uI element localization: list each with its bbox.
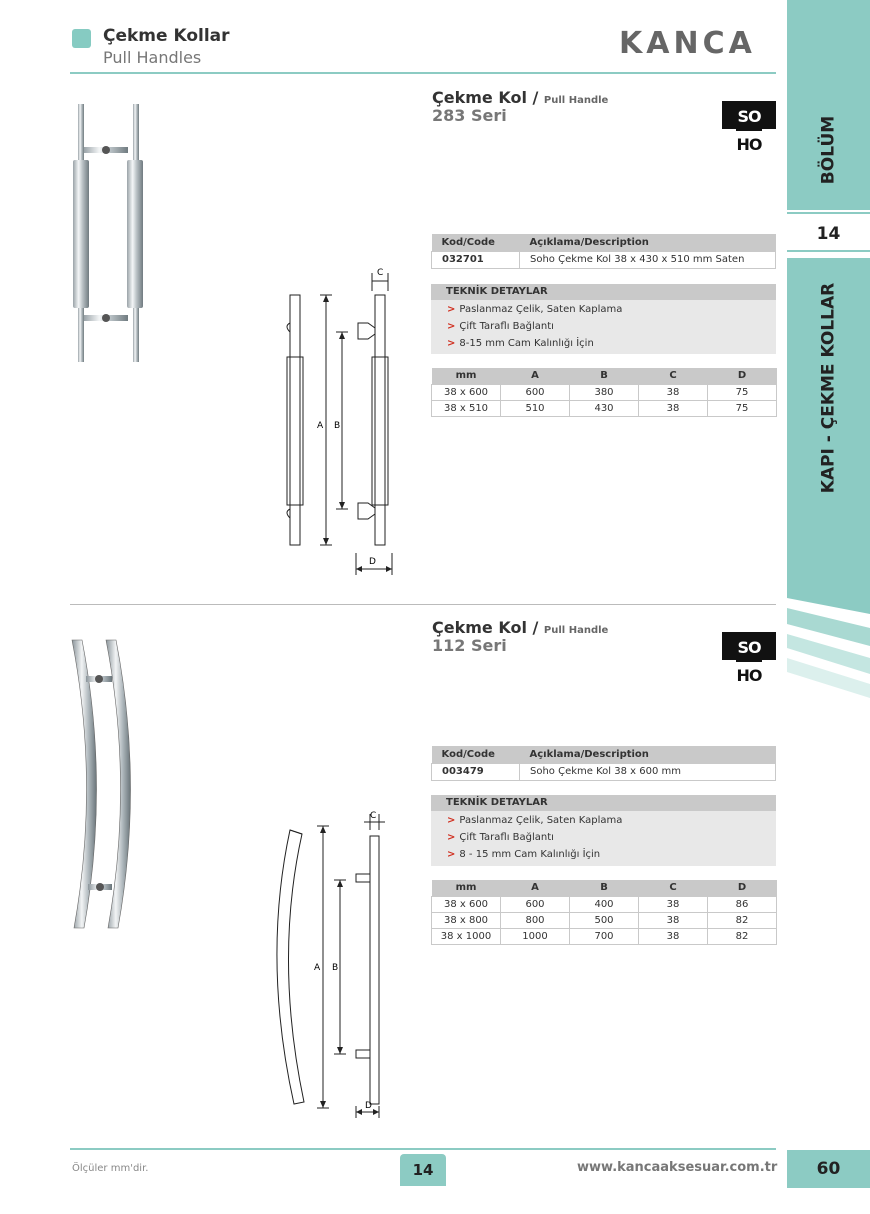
- product-112-series: 112 Seri: [432, 636, 507, 655]
- product-283-series: 283 Seri: [432, 106, 507, 125]
- section-divider: [70, 604, 776, 605]
- footer-note: Ölçüler mm'dir.: [72, 1163, 149, 1174]
- sidebar-category-tab: [787, 258, 870, 586]
- list-item: > Çift Taraflı Bağlantı: [447, 321, 554, 332]
- table-row: 38 x 600 600 400 38 86: [432, 896, 777, 912]
- footer-website-link[interactable]: www.kancaaksesuar.com.tr: [577, 1160, 778, 1175]
- product-283-tech-list: [431, 300, 776, 354]
- list-item: > Paslanmaz Çelik, Saten Kaplama: [447, 815, 623, 826]
- soho-brand-badge: SOHO: [722, 632, 776, 660]
- table-row: 38 x 1000 1000 700 38 82: [432, 928, 777, 944]
- page-title: Çekme Kollar: [103, 26, 230, 46]
- footer-section-number: 14: [400, 1154, 446, 1186]
- footer-rule: [70, 1148, 776, 1150]
- list-item: > 8-15 mm Cam Kalınlığı İçin: [447, 338, 594, 349]
- product-112-tech-list: [431, 811, 776, 866]
- table-row: 38 x 600 600 380 38 75: [432, 384, 777, 400]
- list-item: > Çift Taraflı Bağlantı: [447, 832, 554, 843]
- product-112-dim-table: mm A B C D 38 x 600 600 400 38 86 38 x 800 800 500 38 82 38 x 1000 1000 700 38 82: [431, 880, 777, 945]
- sidebar-section-tab: [787, 0, 870, 210]
- table-row: 38 x 800 800 500 38 82: [432, 912, 777, 928]
- table-row: 003479 Soho Çekme Kol 38 x 600 mm: [432, 763, 776, 780]
- footer-page-number: 60: [787, 1150, 870, 1188]
- table-row: 032701 Soho Çekme Kol 38 x 430 x 510 mm Saten: [432, 251, 776, 268]
- product-283-code-table: Kod/Code Açıklama/Description 032701 Soho Çekme Kol 38 x 430 x 510 mm Saten: [431, 234, 776, 269]
- diagram-label-d: D: [369, 557, 376, 567]
- product-112-diagram: [260, 810, 400, 1120]
- diagram-label-c: C: [377, 268, 384, 278]
- diagram-label-d: D: [365, 1101, 372, 1111]
- page-subtitle: Pull Handles: [103, 48, 202, 67]
- product-112-code-table: Kod/Code Açıklama/Description 003479 Soho Çekme Kol 38 x 600 mm: [431, 746, 776, 781]
- product-283-diagram: [280, 265, 400, 580]
- diagram-label-a: A: [317, 421, 324, 431]
- diagram-label-b: B: [332, 963, 339, 973]
- diagram-label-a: A: [314, 963, 321, 973]
- product-112-photo: [66, 636, 161, 932]
- sidebar-section-number: 14: [787, 212, 870, 252]
- soho-brand-badge: SOHO: [722, 101, 776, 129]
- header-square-icon: [72, 29, 91, 48]
- product-283-title: Çekme Kol / Pull Handle: [432, 88, 609, 107]
- product-283-photo: [70, 100, 160, 365]
- table-row: 38 x 510 510 430 38 75: [432, 400, 777, 416]
- diagram-label-c: C: [370, 811, 377, 821]
- product-112-tech-title: TEKNİK DETAYLAR: [431, 795, 776, 811]
- list-item: > Paslanmaz Çelik, Saten Kaplama: [447, 304, 623, 315]
- list-item: > 8 - 15 mm Cam Kalınlığı İçin: [447, 849, 601, 860]
- sidebar-category-label: KAPI - ÇEKME KOLLAR: [818, 282, 839, 494]
- diagram-label-b: B: [334, 421, 341, 431]
- product-283-tech-title: TEKNİK DETAYLAR: [431, 284, 776, 300]
- sidebar-section-label: BÖLÜM: [818, 115, 839, 185]
- product-112-title: Çekme Kol / Pull Handle: [432, 618, 609, 637]
- sidebar-decorative-stripes: [787, 586, 870, 698]
- product-283-dim-table: mm A B C D 38 x 600 600 380 38 75 38 x 510 510 430 38 75: [431, 368, 777, 417]
- brand-logo: KANCA: [619, 26, 756, 61]
- header-rule: [70, 72, 776, 74]
